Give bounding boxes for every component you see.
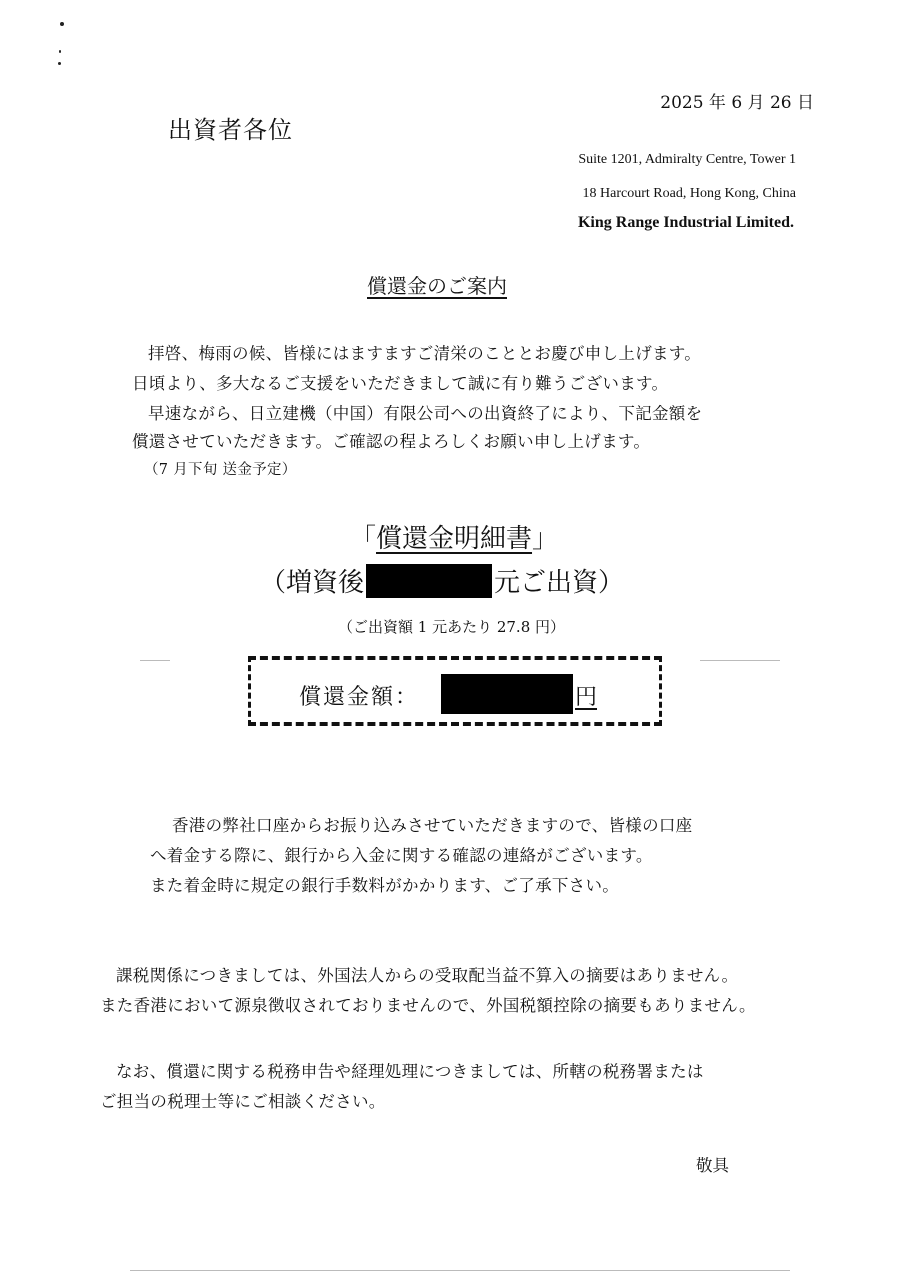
- statement-subtitle: [260, 562, 624, 599]
- sender-company: King Range Industrial Limited.: [577, 214, 794, 231]
- intro-line-1: 拝啓、梅雨の候、皆様にはますますご清栄のこととお慶び申し上げます。: [148, 344, 702, 363]
- remit-schedule: （7 月下旬 送金予定）: [144, 462, 297, 478]
- statement-title-text: 償還金明細書: [376, 524, 533, 554]
- repayment-amount-label: 償還金額：: [299, 685, 420, 710]
- faint-scan-line: [140, 660, 170, 661]
- consult-line-2: ご担当の税理士等にご相談ください。: [100, 1092, 386, 1111]
- scan-dot: [59, 50, 61, 53]
- statement-subtitle-prefix: （増資後: [260, 568, 365, 598]
- redacted-repayment-amount: [441, 674, 573, 714]
- statement-subtitle-suffix: 元ご出資）: [494, 568, 625, 598]
- repayment-amount-box: [248, 656, 662, 726]
- intro-line-3: 早速ながら、日立建機（中国）有限公司への出資終了により、下記金額を: [148, 404, 703, 423]
- intro-line-4: 償還させていただきます。ご確認の程よろしくお願い申し上げます。: [132, 432, 651, 451]
- remittance-line-3: また着金時に規定の銀行手数料がかかります、ご了承下さい。: [150, 876, 620, 895]
- rate-note: （ご出資額 1 元あたり 27.8 円）: [338, 618, 566, 636]
- redacted-investment-amount: [366, 564, 492, 598]
- scan-dot: [58, 62, 61, 65]
- closing-phrase: 敬具: [696, 1156, 729, 1175]
- recipient: 出資者各位: [168, 116, 293, 144]
- repayment-amount-unit: 円: [575, 685, 598, 710]
- intro-line-2: 日頃より、多大なるご支援をいただきまして誠に有り難うございます。: [132, 374, 669, 393]
- statement-title-close: 」: [532, 524, 559, 554]
- statement-title: [350, 518, 558, 555]
- scan-dot: [60, 22, 64, 26]
- letter-date: 2025 年 6 月 26 日: [660, 93, 814, 113]
- subject-heading: 償還金のご案内: [367, 274, 507, 298]
- consult-line-1: なお、償還に関する税務申告や経理処理につきましては、所轄の税務署または: [116, 1062, 704, 1081]
- tax-line-2: また香港において源泉徴収されておりませんので、外国税額控除の摘要もありません。: [100, 996, 756, 1015]
- tax-line-1: 課税関係につきましては、外国法人からの受取配当益不算入の摘要はありません。: [116, 966, 739, 985]
- sender-address-line2: 18 Harcourt Road, Hong Kong, China: [582, 186, 796, 201]
- faint-scan-line: [130, 1270, 790, 1271]
- remittance-line-1: 香港の弊社口座からお振り込みさせていただきますので、皆様の口座: [172, 816, 693, 835]
- remittance-line-2: へ着金する際に、銀行から入金に関する確認の連絡がございます。: [150, 846, 653, 865]
- statement-title-open: 「: [350, 524, 377, 554]
- sender-address-line1: Suite 1201, Admiralty Centre, Tower 1: [578, 152, 796, 167]
- faint-scan-line: [700, 660, 780, 661]
